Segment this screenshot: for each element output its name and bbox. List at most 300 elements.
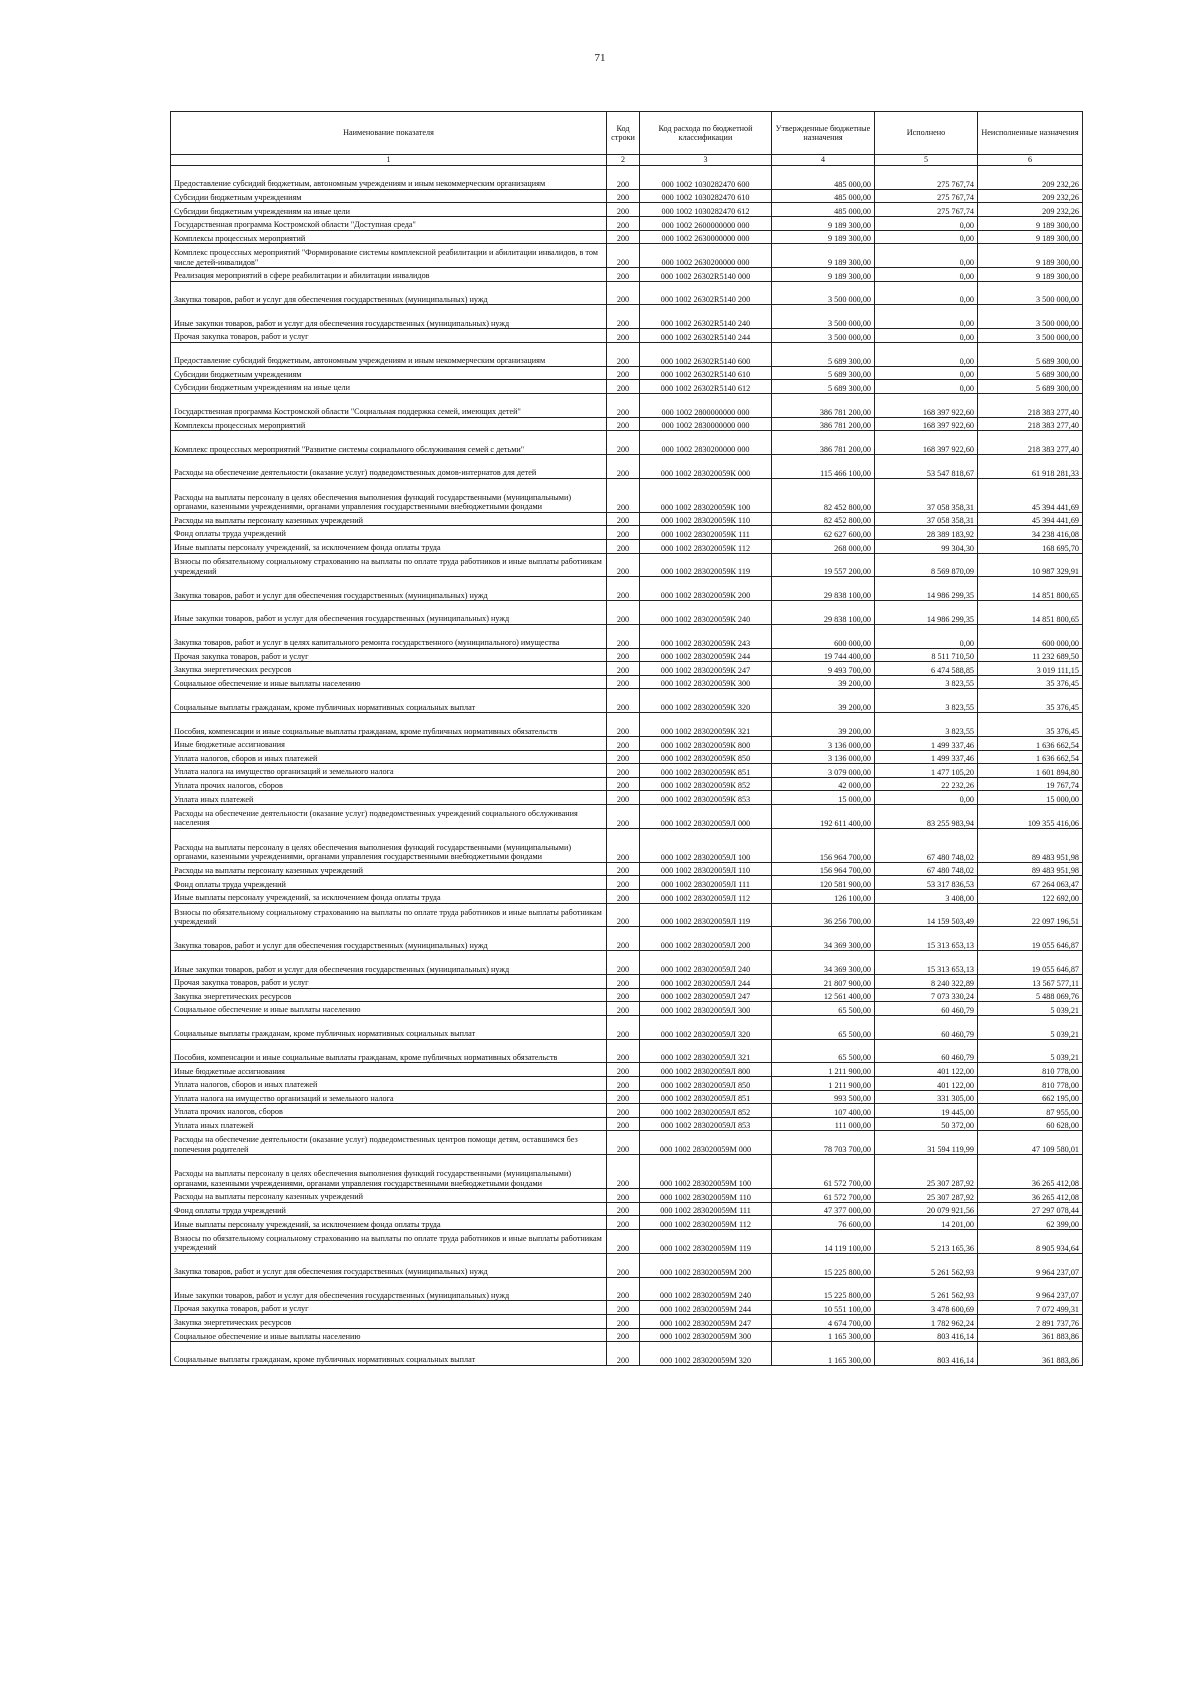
approved-amount-cell: 3 079 000,00 <box>772 764 875 778</box>
table-row <box>171 975 1083 989</box>
line-code-cell: 200 <box>607 478 640 512</box>
line-code-cell: 200 <box>607 189 640 203</box>
approved-amount-cell: 82 452 800,00 <box>772 478 875 512</box>
approved-amount-cell: 386 781 200,00 <box>772 417 875 431</box>
expense-code-cell: 000 1002 283020059К 320 <box>640 689 772 713</box>
expense-code-cell: 000 1002 283020059Л 240 <box>640 951 772 975</box>
page-number: 71 <box>594 52 606 64</box>
executed-amount-cell: 0,00 <box>875 791 978 805</box>
approved-amount-cell: 485 000,00 <box>772 203 875 217</box>
indicator-name-cell: Социальные выплаты гражданам, кроме публичных нормативных социальных выплат <box>171 1015 607 1039</box>
expense-code-cell: 000 1002 283020059М 111 <box>640 1202 772 1216</box>
approved-amount-cell: 268 000,00 <box>772 539 875 553</box>
indicator-name-cell: Уплата налогов, сборов и иных платежей <box>171 750 607 764</box>
expense-code-cell: 000 1002 26302R5140 000 <box>640 267 772 281</box>
line-code-cell: 200 <box>607 927 640 951</box>
expense-code-cell: 000 1002 283020059К 321 <box>640 713 772 737</box>
table-row <box>171 216 1083 230</box>
executed-amount-cell: 15 313 653,13 <box>875 951 978 975</box>
approved-amount-cell: 485 000,00 <box>772 166 875 190</box>
column-number: 4 <box>772 155 875 166</box>
executed-amount-cell: 14 986 299,35 <box>875 577 978 601</box>
unexecuted-amount-cell: 8 905 934,64 <box>978 1229 1083 1253</box>
indicator-name-cell: Фонд оплаты труда учреждений <box>171 1202 607 1216</box>
unexecuted-amount-cell: 3 500 000,00 <box>978 281 1083 305</box>
unexecuted-amount-cell: 14 851 800,65 <box>978 601 1083 625</box>
executed-amount-cell: 14 986 299,35 <box>875 601 978 625</box>
indicator-name-cell: Иные закупки товаров, работ и услуг для обеспечения государственных (муниципальных) нужд <box>171 951 607 975</box>
line-code-cell: 200 <box>607 329 640 343</box>
indicator-name-cell: Закупка энергетических ресурсов <box>171 662 607 676</box>
expense-code-cell: 000 1002 283020059Л 300 <box>640 1002 772 1016</box>
approved-amount-cell: 4 674 700,00 <box>772 1314 875 1328</box>
table-row <box>171 862 1083 876</box>
table-row <box>171 1117 1083 1131</box>
expense-code-cell: 000 1002 1030282470 610 <box>640 189 772 203</box>
table-row <box>171 431 1083 455</box>
executed-amount-cell: 0,00 <box>875 624 978 648</box>
approved-amount-cell: 5 689 300,00 <box>772 380 875 394</box>
approved-amount-cell: 126 100,00 <box>772 890 875 904</box>
table-row <box>171 624 1083 648</box>
table-row <box>171 454 1083 478</box>
approved-amount-cell: 1 165 300,00 <box>772 1328 875 1342</box>
header-line-code: Код строки <box>607 112 640 155</box>
expense-code-cell: 000 1002 26302R5140 200 <box>640 281 772 305</box>
table-row <box>171 577 1083 601</box>
unexecuted-amount-cell: 9 189 300,00 <box>978 244 1083 268</box>
line-code-cell: 200 <box>607 526 640 540</box>
indicator-name-cell: Закупка энергетических ресурсов <box>171 1314 607 1328</box>
expense-code-cell: 000 1002 2800000000 000 <box>640 393 772 417</box>
indicator-name-cell: Иные бюджетные ассигнования <box>171 1063 607 1077</box>
table-row <box>171 988 1083 1002</box>
expense-code-cell: 000 1002 26302R5140 600 <box>640 342 772 366</box>
indicator-name-cell: Иные закупки товаров, работ и услуг для обеспечения государственных (муниципальных) нужд <box>171 305 607 329</box>
indicator-name-cell: Расходы на выплаты персоналу казенных учреждений <box>171 1189 607 1203</box>
indicator-name-cell: Взносы по обязательному социальному страхованию на выплаты по оплате труда работников и иные выплаты работникам учреждений <box>171 903 607 927</box>
approved-amount-cell: 107 400,00 <box>772 1104 875 1118</box>
executed-amount-cell: 28 389 183,92 <box>875 526 978 540</box>
table-row <box>171 601 1083 625</box>
executed-amount-cell: 53 547 818,67 <box>875 454 978 478</box>
executed-amount-cell: 8 569 870,09 <box>875 553 978 577</box>
line-code-cell: 200 <box>607 393 640 417</box>
executed-amount-cell: 803 416,14 <box>875 1342 978 1366</box>
unexecuted-amount-cell: 9 189 300,00 <box>978 216 1083 230</box>
unexecuted-amount-cell: 5 689 300,00 <box>978 342 1083 366</box>
line-code-cell: 200 <box>607 689 640 713</box>
approved-amount-cell: 9 189 300,00 <box>772 216 875 230</box>
line-code-cell: 200 <box>607 216 640 230</box>
executed-amount-cell: 6 474 588,85 <box>875 662 978 676</box>
expense-code-cell: 000 1002 283020059К 100 <box>640 478 772 512</box>
line-code-cell: 200 <box>607 828 640 862</box>
table-row <box>171 512 1083 526</box>
table-row <box>171 903 1083 927</box>
table-row <box>171 478 1083 512</box>
expense-code-cell: 000 1002 283020059Л 852 <box>640 1104 772 1118</box>
indicator-name-cell: Иные выплаты персоналу учреждений, за исключением фонда оплаты труда <box>171 1216 607 1230</box>
indicator-name-cell: Расходы на выплаты персоналу в целях обеспечения выполнения функций государственными (муниципальными) органами, казенными учреждениями, органами управления государственными внебюджетными фондами <box>171 1155 607 1189</box>
approved-amount-cell: 36 256 700,00 <box>772 903 875 927</box>
approved-amount-cell: 386 781 200,00 <box>772 431 875 455</box>
unexecuted-amount-cell: 600 000,00 <box>978 624 1083 648</box>
table-row <box>171 1216 1083 1230</box>
approved-amount-cell: 12 561 400,00 <box>772 988 875 1002</box>
line-code-cell: 200 <box>607 1063 640 1077</box>
expense-code-cell: 000 1002 283020059Л 850 <box>640 1076 772 1090</box>
indicator-name-cell: Пособия, компенсации и иные социальные выплаты гражданам, кроме публичных нормативных обязательств <box>171 1039 607 1063</box>
executed-amount-cell: 0,00 <box>875 267 978 281</box>
expense-code-cell: 000 1002 283020059М 240 <box>640 1277 772 1301</box>
table-row <box>171 305 1083 329</box>
table-row <box>171 1189 1083 1203</box>
executed-amount-cell: 0,00 <box>875 305 978 329</box>
approved-amount-cell: 14 119 100,00 <box>772 1229 875 1253</box>
unexecuted-amount-cell: 36 265 412,08 <box>978 1155 1083 1189</box>
unexecuted-amount-cell: 45 394 441,69 <box>978 478 1083 512</box>
unexecuted-amount-cell: 10 987 329,91 <box>978 553 1083 577</box>
indicator-name-cell: Предоставление субсидий бюджетным, автономным учреждениям и иным некоммерческим организациям <box>171 166 607 190</box>
table-row <box>171 380 1083 394</box>
expense-code-cell: 000 1002 283020059К 851 <box>640 764 772 778</box>
line-code-cell: 200 <box>607 1277 640 1301</box>
header-indicator-name: Наименование показателя <box>171 112 607 155</box>
unexecuted-amount-cell: 89 483 951,98 <box>978 828 1083 862</box>
approved-amount-cell: 5 689 300,00 <box>772 342 875 366</box>
executed-amount-cell: 37 058 358,31 <box>875 512 978 526</box>
line-code-cell: 200 <box>607 1015 640 1039</box>
table-row <box>171 281 1083 305</box>
approved-amount-cell: 1 211 900,00 <box>772 1076 875 1090</box>
executed-amount-cell: 5 261 562,93 <box>875 1253 978 1277</box>
line-code-cell: 200 <box>607 713 640 737</box>
expense-code-cell: 000 1002 283020059М 200 <box>640 1253 772 1277</box>
indicator-name-cell: Расходы на выплаты персоналу казенных учреждений <box>171 512 607 526</box>
expense-code-cell: 000 1002 283020059М 112 <box>640 1216 772 1230</box>
executed-amount-cell: 168 397 922,60 <box>875 417 978 431</box>
executed-amount-cell: 14 159 503,49 <box>875 903 978 927</box>
indicator-name-cell: Расходы на выплаты персоналу в целях обеспечения выполнения функций государственными (муниципальными) органами, казенными учреждениями, органами управления государственными внебюджетными фондами <box>171 478 607 512</box>
executed-amount-cell: 331 305,00 <box>875 1090 978 1104</box>
table-row <box>171 1155 1083 1189</box>
line-code-cell: 200 <box>607 1301 640 1315</box>
indicator-name-cell: Прочая закупка товаров, работ и услуг <box>171 1301 607 1315</box>
approved-amount-cell: 9 189 300,00 <box>772 267 875 281</box>
indicator-name-cell: Иные закупки товаров, работ и услуг для обеспечения государственных (муниципальных) нужд <box>171 1277 607 1301</box>
expense-code-cell: 000 1002 26302R5140 244 <box>640 329 772 343</box>
table-header-row <box>171 112 1083 155</box>
line-code-cell: 200 <box>607 951 640 975</box>
unexecuted-amount-cell: 11 232 689,50 <box>978 648 1083 662</box>
unexecuted-amount-cell: 22 097 196,51 <box>978 903 1083 927</box>
approved-amount-cell: 485 000,00 <box>772 189 875 203</box>
expense-code-cell: 000 1002 283020059М 300 <box>640 1328 772 1342</box>
line-code-cell: 200 <box>607 805 640 829</box>
executed-amount-cell: 60 460,79 <box>875 1002 978 1016</box>
expense-code-cell: 000 1002 283020059К 240 <box>640 601 772 625</box>
executed-amount-cell: 99 304,30 <box>875 539 978 553</box>
unexecuted-amount-cell: 87 955,00 <box>978 1104 1083 1118</box>
line-code-cell: 200 <box>607 975 640 989</box>
expense-code-cell: 000 1002 26302R5140 612 <box>640 380 772 394</box>
executed-amount-cell: 275 767,74 <box>875 203 978 217</box>
line-code-cell: 200 <box>607 1117 640 1131</box>
indicator-name-cell: Реализация мероприятий в сфере реабилитации и абилитации инвалидов <box>171 267 607 281</box>
indicator-name-cell: Расходы на выплаты персоналу казенных учреждений <box>171 862 607 876</box>
line-code-cell: 200 <box>607 876 640 890</box>
unexecuted-amount-cell: 361 883,86 <box>978 1342 1083 1366</box>
unexecuted-amount-cell: 361 883,86 <box>978 1328 1083 1342</box>
table-row <box>171 791 1083 805</box>
approved-amount-cell: 15 225 800,00 <box>772 1277 875 1301</box>
executed-amount-cell: 8 511 710,50 <box>875 648 978 662</box>
unexecuted-amount-cell: 209 232,26 <box>978 166 1083 190</box>
indicator-name-cell: Фонд оплаты труда учреждений <box>171 526 607 540</box>
executed-amount-cell: 0,00 <box>875 329 978 343</box>
unexecuted-amount-cell: 218 383 277,40 <box>978 393 1083 417</box>
indicator-name-cell: Государственная программа Костромской области "Доступная среда" <box>171 216 607 230</box>
indicator-name-cell: Закупка товаров, работ и услуг для обеспечения государственных (муниципальных) нужд <box>171 281 607 305</box>
executed-amount-cell: 8 240 322,89 <box>875 975 978 989</box>
line-code-cell: 200 <box>607 1253 640 1277</box>
expense-code-cell: 000 1002 283020059Л 853 <box>640 1117 772 1131</box>
indicator-name-cell: Комплекс процессных мероприятий "Развитие системы социального обслуживания семей с детьми" <box>171 431 607 455</box>
table-row <box>171 393 1083 417</box>
indicator-name-cell: Закупка товаров, работ и услуг для обеспечения государственных (муниципальных) нужд <box>171 927 607 951</box>
indicator-name-cell: Прочая закупка товаров, работ и услуг <box>171 329 607 343</box>
executed-amount-cell: 7 073 330,24 <box>875 988 978 1002</box>
table-row <box>171 342 1083 366</box>
table-row <box>171 1076 1083 1090</box>
expense-code-cell: 000 1002 283020059Л 247 <box>640 988 772 1002</box>
approved-amount-cell: 47 377 000,00 <box>772 1202 875 1216</box>
expense-code-cell: 000 1002 283020059К 853 <box>640 791 772 805</box>
table-row <box>171 1131 1083 1155</box>
unexecuted-amount-cell: 810 778,00 <box>978 1063 1083 1077</box>
approved-amount-cell: 1 211 900,00 <box>772 1063 875 1077</box>
indicator-name-cell: Иные выплаты персоналу учреждений, за исключением фонда оплаты труда <box>171 890 607 904</box>
line-code-cell: 200 <box>607 648 640 662</box>
approved-amount-cell: 9 189 300,00 <box>772 230 875 244</box>
column-number-row <box>171 155 1083 166</box>
executed-amount-cell: 0,00 <box>875 342 978 366</box>
approved-amount-cell: 65 500,00 <box>772 1002 875 1016</box>
executed-amount-cell: 3 823,55 <box>875 689 978 713</box>
expense-code-cell: 000 1002 283020059М 247 <box>640 1314 772 1328</box>
expense-code-cell: 000 1002 283020059К 111 <box>640 526 772 540</box>
table-row <box>171 329 1083 343</box>
indicator-name-cell: Социальные выплаты гражданам, кроме публичных нормативных социальных выплат <box>171 689 607 713</box>
expense-code-cell: 000 1002 283020059Л 111 <box>640 876 772 890</box>
unexecuted-amount-cell: 62 399,00 <box>978 1216 1083 1230</box>
approved-amount-cell: 120 581 900,00 <box>772 876 875 890</box>
unexecuted-amount-cell: 168 695,70 <box>978 539 1083 553</box>
unexecuted-amount-cell: 60 628,00 <box>978 1117 1083 1131</box>
expense-code-cell: 000 1002 283020059Л 100 <box>640 828 772 862</box>
line-code-cell: 200 <box>607 862 640 876</box>
unexecuted-amount-cell: 61 918 281,33 <box>978 454 1083 478</box>
executed-amount-cell: 37 058 358,31 <box>875 478 978 512</box>
line-code-cell: 200 <box>607 988 640 1002</box>
approved-amount-cell: 78 703 700,00 <box>772 1131 875 1155</box>
executed-amount-cell: 0,00 <box>875 230 978 244</box>
indicator-name-cell: Социальное обеспечение и иные выплаты населению <box>171 1328 607 1342</box>
expense-code-cell: 000 1002 2630000000 000 <box>640 230 772 244</box>
approved-amount-cell: 19 557 200,00 <box>772 553 875 577</box>
executed-amount-cell: 0,00 <box>875 366 978 380</box>
expense-code-cell: 000 1002 2830000000 000 <box>640 417 772 431</box>
table-body <box>171 166 1083 1366</box>
expense-code-cell: 000 1002 283020059Л 851 <box>640 1090 772 1104</box>
table-row <box>171 1229 1083 1253</box>
approved-amount-cell: 9 493 700,00 <box>772 662 875 676</box>
approved-amount-cell: 76 600,00 <box>772 1216 875 1230</box>
indicator-name-cell: Фонд оплаты труда учреждений <box>171 876 607 890</box>
unexecuted-amount-cell: 19 055 646,87 <box>978 951 1083 975</box>
unexecuted-amount-cell: 810 778,00 <box>978 1076 1083 1090</box>
expense-code-cell: 000 1002 283020059Л 244 <box>640 975 772 989</box>
unexecuted-amount-cell: 14 851 800,65 <box>978 577 1083 601</box>
table-row <box>171 1002 1083 1016</box>
indicator-name-cell: Предоставление субсидий бюджетным, автономным учреждениям и иным некоммерческим организациям <box>171 342 607 366</box>
table-row <box>171 267 1083 281</box>
executed-amount-cell: 0,00 <box>875 216 978 230</box>
executed-amount-cell: 67 480 748,02 <box>875 828 978 862</box>
table-row <box>171 1314 1083 1328</box>
indicator-name-cell: Иные выплаты персоналу учреждений, за исключением фонда оплаты труда <box>171 539 607 553</box>
unexecuted-amount-cell: 35 376,45 <box>978 689 1083 713</box>
approved-amount-cell: 386 781 200,00 <box>772 393 875 417</box>
line-code-cell: 200 <box>607 1342 640 1366</box>
header-approved: Утвержденные бюджетные назначения <box>772 112 875 155</box>
indicator-name-cell: Уплата налога на имущество организаций и земельного налога <box>171 764 607 778</box>
unexecuted-amount-cell: 3 500 000,00 <box>978 329 1083 343</box>
line-code-cell: 200 <box>607 577 640 601</box>
approved-amount-cell: 21 807 900,00 <box>772 975 875 989</box>
unexecuted-amount-cell: 5 039,21 <box>978 1039 1083 1063</box>
expense-code-cell: 000 1002 2600000000 000 <box>640 216 772 230</box>
indicator-name-cell: Уплата иных платежей <box>171 791 607 805</box>
line-code-cell: 200 <box>607 454 640 478</box>
line-code-cell: 200 <box>607 1189 640 1203</box>
line-code-cell: 200 <box>607 166 640 190</box>
approved-amount-cell: 600 000,00 <box>772 624 875 648</box>
executed-amount-cell: 83 255 983,94 <box>875 805 978 829</box>
indicator-name-cell: Взносы по обязательному социальному страхованию на выплаты по оплате труда работников и иные выплаты работникам учреждений <box>171 1229 607 1253</box>
indicator-name-cell: Комплексы процессных мероприятий <box>171 230 607 244</box>
line-code-cell: 200 <box>607 1328 640 1342</box>
table-row <box>171 526 1083 540</box>
expense-code-cell: 000 1002 283020059М 110 <box>640 1189 772 1203</box>
approved-amount-cell: 115 466 100,00 <box>772 454 875 478</box>
approved-amount-cell: 42 000,00 <box>772 777 875 791</box>
line-code-cell: 200 <box>607 1202 640 1216</box>
expense-code-cell: 000 1002 283020059М 000 <box>640 1131 772 1155</box>
column-number: 1 <box>171 155 607 166</box>
line-code-cell: 200 <box>607 539 640 553</box>
indicator-name-cell: Расходы на выплаты персоналу в целях обеспечения выполнения функций государственными (муниципальными) органами, казенными учреждениями, органами управления государственными внебюджетными фондами <box>171 828 607 862</box>
unexecuted-amount-cell: 1 601 894,80 <box>978 764 1083 778</box>
indicator-name-cell: Субсидии бюджетным учреждениям <box>171 366 607 380</box>
executed-amount-cell: 50 372,00 <box>875 1117 978 1131</box>
expense-code-cell: 000 1002 283020059М 244 <box>640 1301 772 1315</box>
table-row <box>171 230 1083 244</box>
table-row <box>171 750 1083 764</box>
table-row <box>171 1342 1083 1366</box>
column-number: 2 <box>607 155 640 166</box>
table-row <box>171 689 1083 713</box>
unexecuted-amount-cell: 19 767,74 <box>978 777 1083 791</box>
line-code-cell: 200 <box>607 417 640 431</box>
table-row <box>171 713 1083 737</box>
indicator-name-cell: Закупка товаров, работ и услуг в целях капитального ремонта государственного (муниципального) имущества <box>171 624 607 648</box>
approved-amount-cell: 39 200,00 <box>772 713 875 737</box>
approved-amount-cell: 82 452 800,00 <box>772 512 875 526</box>
executed-amount-cell: 0,00 <box>875 281 978 305</box>
table-row <box>171 1277 1083 1301</box>
line-code-cell: 200 <box>607 791 640 805</box>
expense-code-cell: 000 1002 283020059Л 110 <box>640 862 772 876</box>
executed-amount-cell: 67 480 748,02 <box>875 862 978 876</box>
table-row <box>171 166 1083 190</box>
approved-amount-cell: 1 165 300,00 <box>772 1342 875 1366</box>
executed-amount-cell: 3 823,55 <box>875 675 978 689</box>
approved-amount-cell: 3 136 000,00 <box>772 737 875 751</box>
indicator-name-cell: Пособия, компенсации и иные социальные выплаты гражданам, кроме публичных нормативных обязательств <box>171 713 607 737</box>
approved-amount-cell: 29 838 100,00 <box>772 601 875 625</box>
executed-amount-cell: 60 460,79 <box>875 1015 978 1039</box>
line-code-cell: 200 <box>607 380 640 394</box>
executed-amount-cell: 20 079 921,56 <box>875 1202 978 1216</box>
header-executed: Исполнено <box>875 112 978 155</box>
approved-amount-cell: 61 572 700,00 <box>772 1155 875 1189</box>
expense-code-cell: 000 1002 283020059Л 800 <box>640 1063 772 1077</box>
table-row <box>171 662 1083 676</box>
unexecuted-amount-cell: 89 483 951,98 <box>978 862 1083 876</box>
column-number: 5 <box>875 155 978 166</box>
line-code-cell: 200 <box>607 1002 640 1016</box>
unexecuted-amount-cell: 1 636 662,54 <box>978 737 1083 751</box>
approved-amount-cell: 61 572 700,00 <box>772 1189 875 1203</box>
unexecuted-amount-cell: 9 964 237,07 <box>978 1253 1083 1277</box>
executed-amount-cell: 60 460,79 <box>875 1039 978 1063</box>
unexecuted-amount-cell: 218 383 277,40 <box>978 431 1083 455</box>
unexecuted-amount-cell: 36 265 412,08 <box>978 1189 1083 1203</box>
table-row <box>171 1301 1083 1315</box>
indicator-name-cell: Уплата налогов, сборов и иных платежей <box>171 1076 607 1090</box>
indicator-name-cell: Расходы на обеспечение деятельности (оказание услуг) подведомственных учреждений социального обслуживания населения <box>171 805 607 829</box>
table-row <box>171 417 1083 431</box>
unexecuted-amount-cell: 662 195,00 <box>978 1090 1083 1104</box>
table-row <box>171 675 1083 689</box>
executed-amount-cell: 168 397 922,60 <box>875 393 978 417</box>
unexecuted-amount-cell: 5 689 300,00 <box>978 366 1083 380</box>
approved-amount-cell: 3 500 000,00 <box>772 281 875 305</box>
indicator-name-cell: Уплата налога на имущество организаций и земельного налога <box>171 1090 607 1104</box>
unexecuted-amount-cell: 47 109 580,01 <box>978 1131 1083 1155</box>
expense-code-cell: 000 1002 283020059М 100 <box>640 1155 772 1189</box>
indicator-name-cell: Уплата прочих налогов, сборов <box>171 1104 607 1118</box>
executed-amount-cell: 19 445,00 <box>875 1104 978 1118</box>
approved-amount-cell: 156 964 700,00 <box>772 862 875 876</box>
executed-amount-cell: 1 499 337,46 <box>875 750 978 764</box>
table-row <box>171 876 1083 890</box>
executed-amount-cell: 401 122,00 <box>875 1063 978 1077</box>
unexecuted-amount-cell: 9 189 300,00 <box>978 267 1083 281</box>
table-row <box>171 890 1083 904</box>
